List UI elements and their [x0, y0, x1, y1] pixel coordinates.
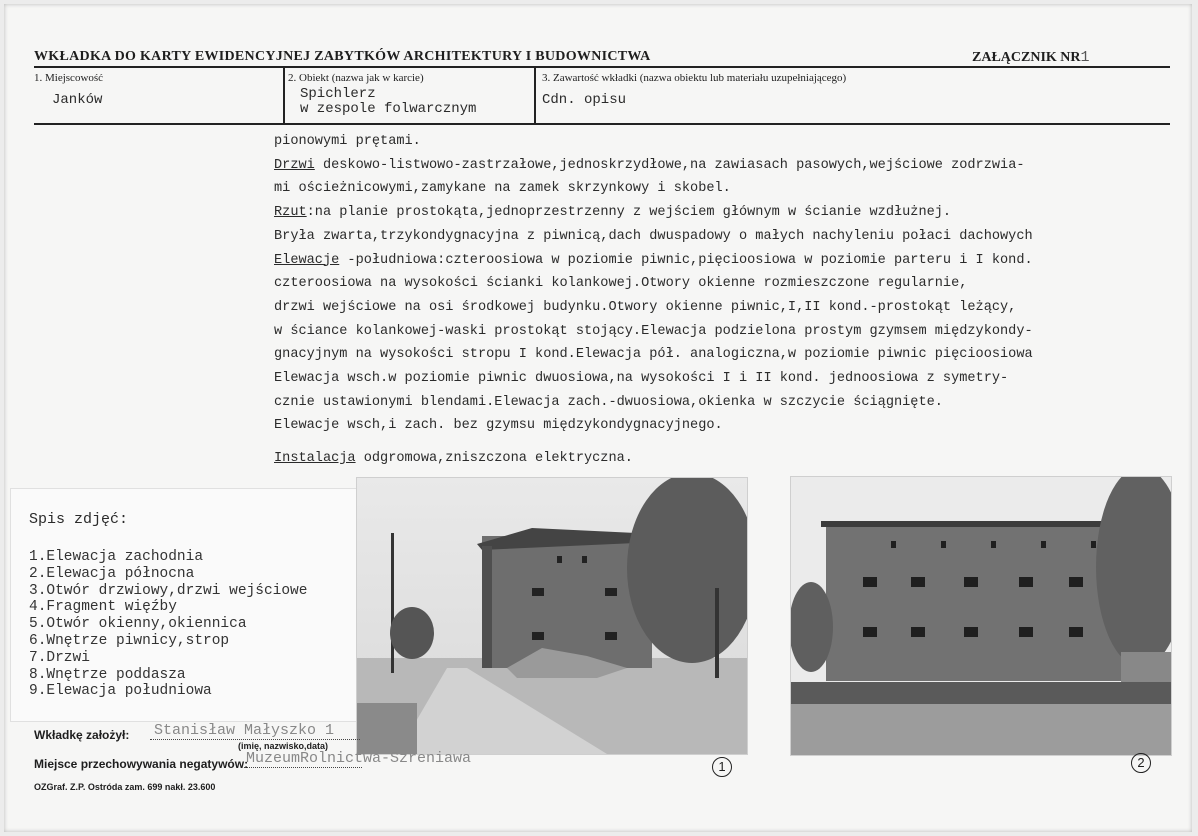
description-fragment: deskowo-listwowo-zastrzałowe,jednoskrzydłowe,na zawiasach pasowych,wejściowe zodrzwia-: [314, 157, 1025, 173]
description-line: Bryła zwarta,trzykondygnacyjna z piwnicą,dach dwuspadowy o małych nachyleniu połaci dachowych: [274, 228, 1033, 244]
photo-1-image: [357, 478, 747, 754]
description-text: [274, 130, 1198, 471]
locality-value: Janków: [52, 92, 103, 108]
description-fragment: -południowa:czteroosiowa w poziomie piwnic,pięcioosiowa w poziomie parteru i I kond.: [339, 252, 1033, 268]
header-top-rule: [34, 66, 1170, 68]
photo-list-item: 4.Fragment więźby: [29, 599, 177, 616]
photo-2-image: [791, 477, 1171, 755]
section-heading: Elewacje: [274, 252, 340, 268]
contents-value: Cdn. opisu: [542, 92, 627, 108]
author-hint: (imię, nazwisko,data): [238, 741, 329, 751]
author-label: Wkładkę założył:: [34, 728, 130, 742]
description-line: gnacyjnym na wysokości stropu I kond.Elewacja pół. analogiczna,w poziomie piwnic pięcioosiowa: [274, 347, 1033, 363]
photo-2-north-elevation: [790, 476, 1172, 756]
description-line: drzwi wejściowe na osi środkowej budynku.Otwory okienne piwnic,I,II kond.-prostokąt leżący,: [274, 299, 1017, 315]
description-line: [274, 249, 1198, 273]
contents-label: 3. Zawartość wkładki (nazwa obiektu lub materiału uzupełniającego): [542, 72, 847, 84]
print-info: OZGraf. Z.P. Ostróda zam. 699 nakł. 23.600: [34, 782, 216, 792]
photo-list-item: 3.Otwór drzwiowy,drzwi wejściowe: [29, 582, 308, 599]
storage-value: MuzeumRolnictwa-Szreniawa: [246, 750, 472, 767]
description-fragment: :na planie prostokąta,jednoprzestrzenny z wejściem głównym w ścianie wzdłużnej.: [306, 205, 952, 221]
description-fragment: odgromowa,zniszczona elektryczna.: [355, 451, 633, 467]
annex-label-text: ZAŁĄCZNIK NR: [972, 50, 1081, 65]
annex-number: 1: [1080, 49, 1090, 66]
section-heading: Drzwi: [274, 157, 315, 173]
form-title: WKŁADKA DO KARTY EWIDENCYJNEJ ZABYTKÓW ARCHITEKTURY I BUDOWNICTWA: [34, 49, 651, 64]
photo-list-card: [10, 488, 358, 722]
description-line: mi ościeżnicowymi,zamykane na zamek skrzynkowy i skobel.: [274, 181, 731, 197]
description-line: Elewacja wsch.w poziomie piwnic dwuosiowa,na wysokości I i II kond. jednoosiowa z symetry-: [274, 371, 1009, 387]
photo-1-west-elevation: [356, 477, 748, 755]
photo-1-number: 1: [712, 757, 732, 777]
annex-label: [972, 49, 1090, 66]
object-value-line1: Spichlerz: [300, 86, 376, 102]
section-heading: Rzut: [274, 205, 307, 221]
description-line: [274, 201, 1198, 225]
description-line: Elewacje wsch,i zach. bez gzymsu międzykondygnacyjnego.: [274, 418, 723, 434]
photo-list-item: 8.Wnętrze poddasza: [29, 666, 186, 683]
author-value: Stanisław Małyszko 1: [154, 722, 335, 739]
photo-list-item: 6.Wnętrze piwnicy,strop: [29, 632, 230, 649]
photo-list-title: Spis zdjęć:: [29, 511, 129, 528]
photo-list-item: 5.Otwór okienny,okiennica: [29, 616, 247, 633]
description-line: pionowymi prętami.: [274, 134, 421, 149]
form-sheet: [4, 4, 1192, 832]
storage-label: Miejsce przechowywania negatywów:: [34, 757, 249, 771]
description-line: czteroosiowa na wysokości ścianki kolankowej.Otwory okienne rozmieszczone regularnie,: [274, 276, 968, 292]
field-divider-2: [534, 68, 536, 124]
photo-list-item: 9.Elewacja południowa: [29, 683, 212, 700]
description-line: w ściance kolankowej-waski prostokąt stojący.Elewacja podzielona prostym gzymsem międzykondy-: [274, 323, 1033, 339]
description-line: cznie ustawionymi blendami.Elewacja zach.-dwuosiowa,okienka w szczycie ściągnięte.: [274, 394, 943, 410]
description-line: [274, 447, 1198, 471]
storage-line: [244, 767, 362, 768]
photo-list: [29, 549, 307, 700]
description-line: [274, 154, 1198, 178]
field-divider-1: [283, 68, 285, 124]
photo-list-item: 1.Elewacja zachodnia: [29, 549, 204, 565]
photo-list-item: 7.Drzwi: [29, 649, 90, 666]
header-bottom-rule: [34, 123, 1170, 125]
object-label: 2. Obiekt (nazwa jak w karcie): [288, 72, 424, 84]
author-line: [150, 739, 360, 740]
photo-list-item: 2.Elewacja północna: [29, 565, 195, 582]
section-heading: Instalacja: [274, 451, 356, 467]
photo-2-number: 2: [1131, 753, 1151, 773]
locality-label: 1. Miejscowość: [34, 72, 104, 84]
object-value-line2: w zespole folwarcznym: [300, 101, 477, 117]
